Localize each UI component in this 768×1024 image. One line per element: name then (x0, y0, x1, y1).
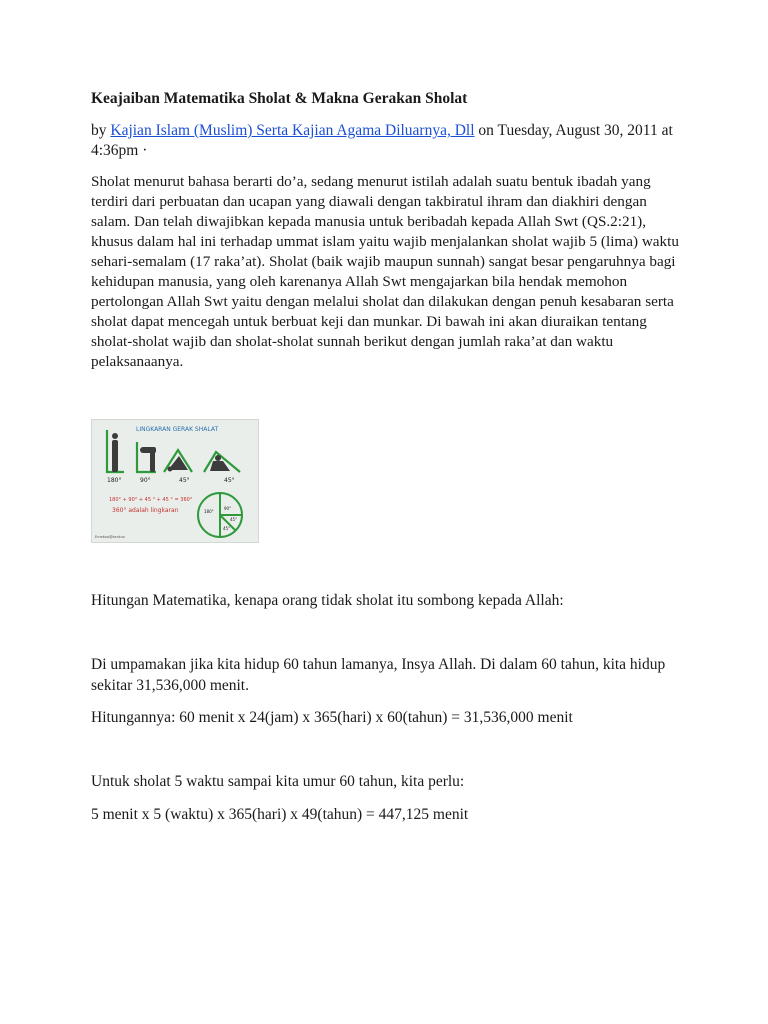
circle-statement: 360° adalah lingkaran (112, 507, 179, 514)
math-heading-paragraph: Hitungan Matematika, kenapa orang tidak sholat itu sombong kepada Allah: (91, 592, 564, 609)
prayer-time-paragraph: Untuk sholat 5 waktu sampai kita umur 60 tahun, kita perlu: (91, 773, 465, 790)
angle-label: 45° (224, 477, 235, 484)
angle-label: 180° (107, 477, 122, 484)
sum-equation: 180° + 90° + 45 ° + 45 ° = 360° (109, 497, 193, 503)
angle-label: 45° (179, 477, 190, 484)
byline-prefix: by (91, 122, 111, 139)
prayer-angle-figure (91, 419, 259, 543)
lifespan-paragraph: Di umpamakan jika kita hidup 60 tahun lamanya, Insya Allah. Di dalam 60 tahun, kita hidup sekitar 31,536,000 menit. (91, 656, 666, 694)
standing-figure-icon (112, 433, 118, 472)
circle-angle-label: 45° (230, 517, 238, 522)
article-byline (91, 121, 681, 161)
bowing-figure-icon (140, 447, 156, 472)
circle-angle-label: 180° (204, 509, 214, 514)
prostrating-figure-icon (168, 456, 189, 472)
intro-paragraph: Sholat menurut bahasa berarti do’a, sedang menurut istilah adalah suatu bentuk ibadah yang terdiri dari perbuatan dan ucapan yang diawali dengan takbiratul ihram dan diakhiri dengan salam. Dan telah diwajibkan kepada manusia untuk beribadah kepada Allah Swt (QS.2:21), khusus dalam hal ini terhadap ummat islam yaitu wajib menjalankan sholat wajib 5 (lima) waktu sehari-semalam (17 raka’at). Sholat (baik wajib maupun sunnah) sangat besar pengaruhnya bagi kehidupan manusia, yang oleh karenanya Allah Swt mengajarkan bila hendak memohon pertolongan Allah Swt yaitu dengan melalui sholat dan dilakukan dengan penuh kesabaran serta sholat dapat mencegah untuk berbuat keji dan munkar. Di bawah ini akan diuraikan tentang sholat-sholat wajib dan sholat-sholat sunnah berikut dengan jumlah raka’at dan waktu pelaksanaanya. (91, 173, 679, 370)
figure-credit: Emekoo@kankun (95, 535, 126, 539)
prayer-time-calculation: 5 menit x 5 (waktu) x 365(hari) x 49(tahun) = 447,125 menit (91, 806, 469, 823)
lifespan-calculation: Hitungannya: 60 menit x 24(jam) x 365(hari) x 60(tahun) = 31,536,000 menit (91, 709, 573, 726)
circle-angle-label: 45° (223, 526, 231, 531)
author-link[interactable]: Kajian Islam (Muslim) Serta Kajian Agama Diluarnya, Dll (110, 122, 475, 139)
article-title: Keajaiban Matematika Sholat & Makna Gerakan Sholat (91, 90, 468, 107)
prayer-angle-illustration (92, 420, 258, 542)
circle-diagram (198, 493, 242, 537)
angle-label: 90° (140, 477, 151, 484)
circle-angle-label: 90° (224, 506, 232, 511)
figure-heading: LINGKARAN GERAK SHALAT (136, 426, 219, 433)
byline-date: on Tuesday, August 30, 2011 at 4:36pm · (91, 122, 673, 159)
